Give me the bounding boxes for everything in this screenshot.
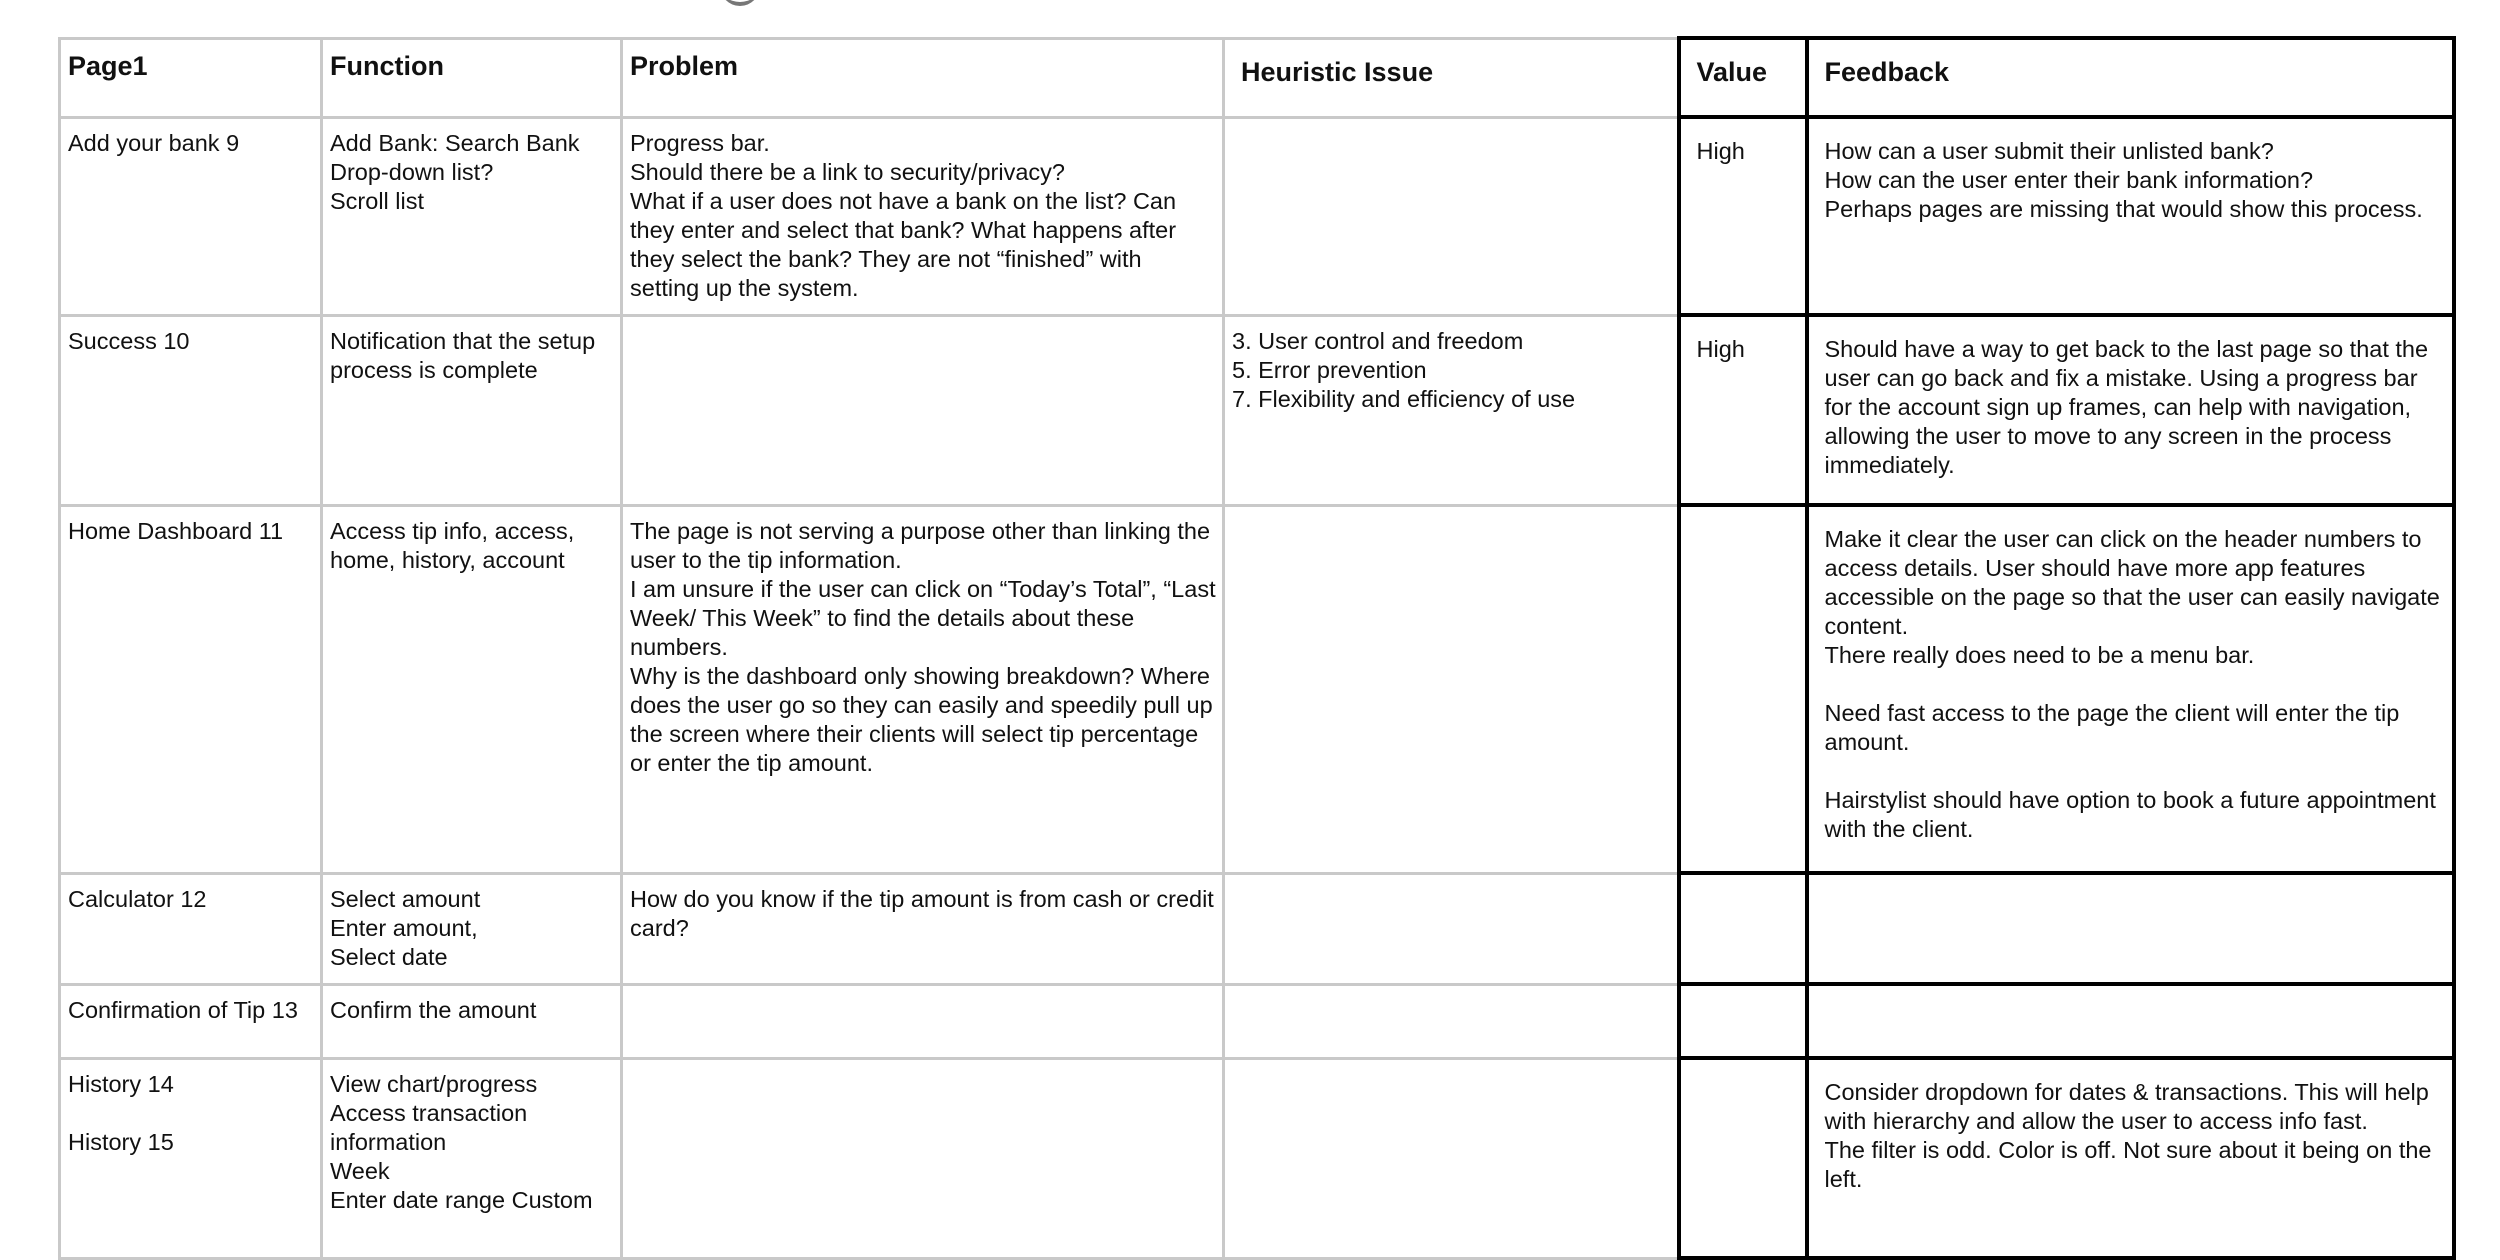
feedback-paragraph: Hairstylist should have option to book a future appointment with the client. [1824,787,2436,842]
cell-problem: The page is not serving a purpose other than linking the user to the tip information. I am unsure if the user can click on “Today’s Total”, “Last Week/ This Week” to find the details about these numbers. Why is the dashboard only showing breakdown? Where does the user go so they can easily and speedily pull up the screen where their clients will select tip percentage or enter the tip amount. [622,505,1224,873]
table-row [60,873,2454,984]
cell-page: Add your bank 9 [60,117,322,315]
cell-function: Select amount Enter amount, Select date [322,873,622,984]
heuristic-review-table [58,36,2456,1260]
table-row [60,315,2454,505]
table-row [60,505,2454,873]
cell-function: Add Bank: Search Bank Drop-down list? Scroll list [322,117,622,315]
header-problem: Problem [622,38,1224,117]
cell-feedback [1807,505,2454,873]
table-row [60,117,2454,315]
cell-value: High [1679,117,1807,315]
cell-heuristic-issue [1224,1058,1679,1258]
cell-page [60,1058,322,1258]
header-heuristic-issue: Heuristic Issue [1224,38,1679,117]
cell-function: Notification that the setup process is complete [322,315,622,505]
cell-heuristic-issue: 3. User control and freedom 5. Error prevention 7. Flexibility and efficiency of use [1224,315,1679,505]
cell-value [1679,1058,1807,1258]
header-feedback: Feedback [1807,38,2454,117]
cell-problem: Progress bar. Should there be a link to security/privacy? What if a user does not have a bank on the list? Can they enter and select that bank? What happens after they select the bank? They are not “finished” with setting up the system. [622,117,1224,315]
feedback-paragraph: Need fast access to the page the client will enter the tip amount. [1824,700,2400,755]
cell-value [1679,505,1807,873]
cell-feedback [1807,984,2454,1058]
table-row [60,984,2454,1058]
table-row [60,1058,2454,1258]
cell-heuristic-issue [1224,984,1679,1058]
cell-problem [622,315,1224,505]
cell-page: Home Dashboard 11 [60,505,322,873]
cell-value: High [1679,315,1807,505]
header-page: Page1 [60,38,322,117]
cell-feedback: Consider dropdown for dates & transactions. This will help with hierarchy and allow the user to access info fast. The filter is odd. Color is off. Not sure about it being on the left. [1807,1058,2454,1258]
header-value: Value [1679,38,1807,117]
cell-problem [622,984,1224,1058]
cell-function: Confirm the amount [322,984,622,1058]
cell-value [1679,873,1807,984]
cropped-title-fragment [720,0,760,6]
cell-function: View chart/progress Access transaction information Week Enter date range Custom [322,1058,622,1258]
cell-heuristic-issue [1224,117,1679,315]
header-row [60,38,2454,117]
cell-feedback [1807,873,2454,984]
cell-feedback: How can a user submit their unlisted bank? How can the user enter their bank information? Perhaps pages are missing that would show this process. [1807,117,2454,315]
cell-page: Confirmation of Tip 13 [60,984,322,1058]
header-function: Function [322,38,622,117]
cell-page: Success 10 [60,315,322,505]
cell-value [1679,984,1807,1058]
cell-page: Calculator 12 [60,873,322,984]
feedback-paragraph: Make it clear the user can click on the header numbers to access details. User should have more app features accessible on the page so that the user can easily navigate content. There really does need to be a menu bar. [1824,526,2440,668]
page-label: History 14 [68,1070,174,1097]
cell-heuristic-issue [1224,873,1679,984]
cell-feedback: Should have a way to get back to the last page so that the user can go back and fix a mistake. Using a progress bar for the account sign up frames, can help with navigation, allowing the user to move to any screen in the process immediately. [1807,315,2454,505]
cell-heuristic-issue [1224,505,1679,873]
cell-problem: How do you know if the tip amount is from cash or credit card? [622,873,1224,984]
cell-function: Access tip info, access, home, history, account [322,505,622,873]
cell-problem [622,1058,1224,1258]
page-label: History 15 [68,1128,174,1155]
